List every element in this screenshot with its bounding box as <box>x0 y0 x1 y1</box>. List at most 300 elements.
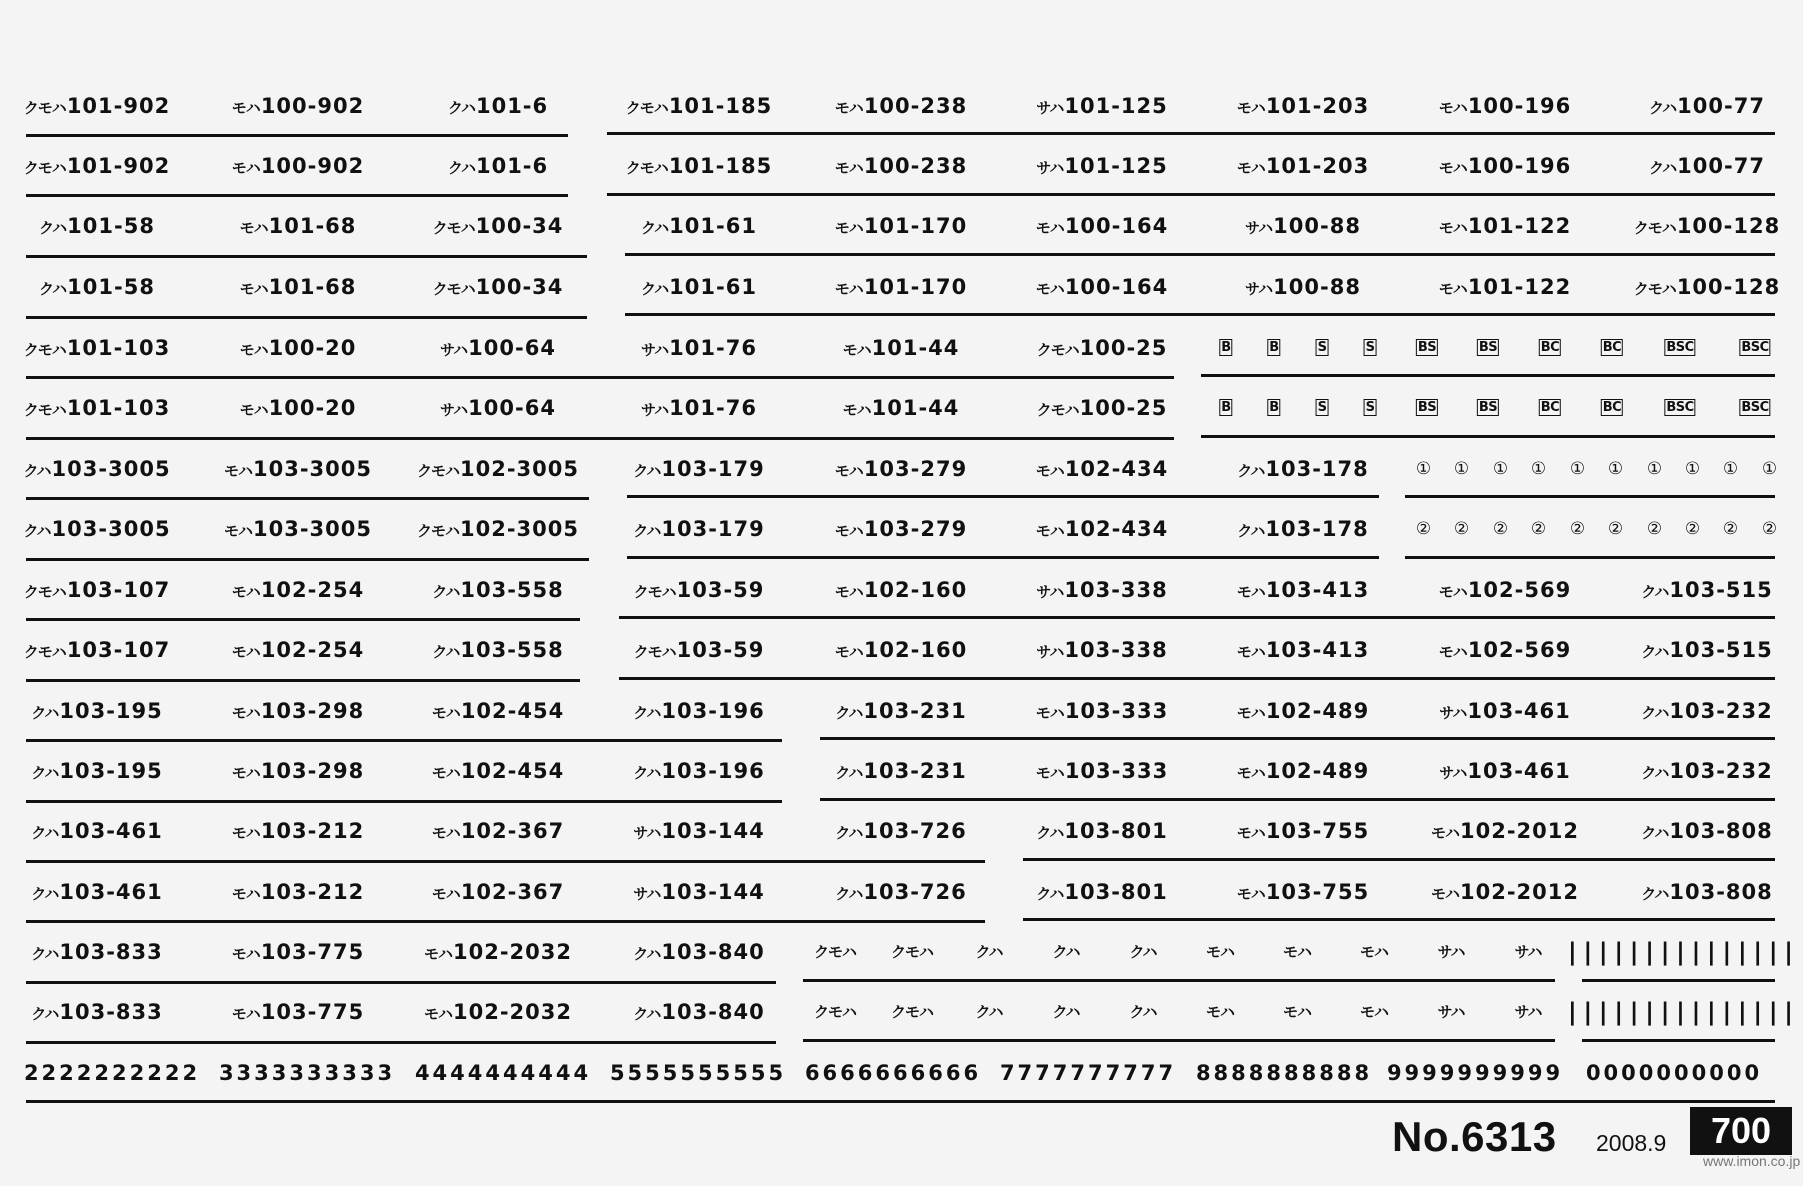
car-type-prefix: クモハ <box>1036 341 1079 359</box>
release-date: 2008.9 <box>1596 1130 1667 1156</box>
car-number-decal <box>633 456 765 484</box>
car-number: 101-902 <box>66 94 171 118</box>
car-number: 103-755 <box>1265 880 1370 904</box>
car-type-mark: モハ <box>1282 1003 1312 1021</box>
stripe-line <box>820 798 1775 801</box>
class-mark-decal: B <box>1269 340 1279 355</box>
car-number-decal <box>1439 577 1571 605</box>
car-number: 101-902 <box>66 154 171 178</box>
circle-one-mark: ① <box>1453 459 1471 479</box>
car-type-prefix: サハ <box>1439 764 1467 782</box>
car-type-prefix: モハ <box>1236 583 1265 601</box>
car-number: 101-58 <box>67 275 155 299</box>
car-type-prefix: クハ <box>633 764 661 782</box>
car-type-prefix: モハ <box>1438 643 1467 661</box>
digit-string-decal: 3333333333 <box>218 1061 396 1085</box>
car-type-prefix: モハ <box>1430 885 1460 903</box>
stripe-line <box>26 1041 776 1044</box>
stripe-line <box>26 679 580 682</box>
car-number: 103-461 <box>59 819 163 843</box>
car-number-decal <box>433 213 564 241</box>
digit-string-decal: 6666666666 <box>804 1061 982 1085</box>
car-number-decal <box>843 335 960 363</box>
car-type-prefix: クハ <box>1649 159 1677 177</box>
car-type-prefix: クモハ <box>23 583 66 601</box>
car-number-decal <box>232 93 364 121</box>
car-type-prefix: クハ <box>1036 824 1064 842</box>
car-type-mark: クモハ <box>890 943 934 961</box>
car-number: 103-212 <box>260 819 365 843</box>
car-type-prefix: モハ <box>842 401 871 419</box>
car-number-decal <box>240 335 357 363</box>
stripe-line <box>1201 374 1775 377</box>
car-number: 103-413 <box>1265 638 1370 662</box>
car-number: 102-254 <box>260 638 365 662</box>
car-type-prefix: サハ <box>1036 643 1064 661</box>
car-type-prefix: モハ <box>1236 99 1265 117</box>
car-type-prefix: クハ <box>1641 885 1669 903</box>
car-number: 101-170 <box>863 214 968 238</box>
car-number-decal <box>1037 395 1168 423</box>
car-number-decal <box>440 395 556 423</box>
car-number: 103-196 <box>661 759 765 783</box>
stripe-line <box>627 556 1379 559</box>
stripe-line <box>619 616 1775 619</box>
car-number: 100-238 <box>863 154 968 178</box>
car-number: 103-775 <box>260 1000 365 1024</box>
car-number-decal <box>432 698 564 726</box>
car-number: 100-164 <box>1064 214 1169 238</box>
car-type-prefix: クモハ <box>23 99 66 117</box>
stripe-line <box>26 981 776 984</box>
car-type-prefix: モハ <box>239 401 268 419</box>
circle-two-mark: ② <box>1453 519 1471 539</box>
car-type-prefix: クハ <box>447 99 475 117</box>
car-type-prefix: モハ <box>231 885 260 903</box>
car-number: 103-333 <box>1064 759 1169 783</box>
circle-two-mark: ② <box>1761 519 1779 539</box>
car-number: 102-2012 <box>1460 880 1580 904</box>
car-number: 102-2032 <box>453 940 573 964</box>
stripe-line <box>625 253 1775 256</box>
circle-two-mark: ② <box>1722 519 1740 539</box>
car-number-decal <box>835 637 967 665</box>
circle-two-mark: ② <box>1607 519 1625 539</box>
car-number: 100-128 <box>1676 275 1781 299</box>
car-type-prefix: モハ <box>231 945 260 963</box>
car-type-prefix: モハ <box>1236 885 1265 903</box>
car-number: 100-20 <box>268 336 357 360</box>
car-number: 103-231 <box>863 699 967 723</box>
car-number: 102-454 <box>460 759 565 783</box>
stripe-line <box>619 677 1775 680</box>
car-number-decal <box>1649 153 1765 181</box>
stripe-line <box>26 497 589 500</box>
car-number: 102-254 <box>260 578 365 602</box>
car-number-decal <box>24 395 170 423</box>
car-type-prefix: サハ <box>1245 280 1273 298</box>
car-number: 101-103 <box>66 336 171 360</box>
car-number-decal <box>1237 758 1369 786</box>
car-number: 103-195 <box>59 759 163 783</box>
car-number: 100-164 <box>1064 275 1169 299</box>
car-type-mark: モハ <box>1282 943 1312 961</box>
digit-string-decal: 0000000000 <box>1585 1061 1763 1085</box>
stripe-line <box>26 437 1174 440</box>
car-number-decal <box>1439 758 1571 786</box>
car-number: 103-808 <box>1669 819 1773 843</box>
car-number-decal <box>626 153 772 181</box>
car-number: 101-61 <box>669 214 757 238</box>
car-number: 103-515 <box>1669 578 1773 602</box>
car-type-prefix: クハ <box>31 704 59 722</box>
car-type-prefix: クハ <box>633 522 661 540</box>
car-number-decal <box>31 818 163 846</box>
stripe-line <box>607 132 1775 135</box>
car-type-prefix: クハ <box>1036 885 1064 903</box>
car-type-prefix: モハ <box>223 522 253 540</box>
car-number: 103-107 <box>66 578 171 602</box>
car-number: 101-170 <box>863 275 968 299</box>
car-number: 100-64 <box>468 396 556 420</box>
car-type-prefix: クモハ <box>432 219 475 237</box>
car-number: 102-454 <box>460 699 565 723</box>
stripe-line <box>820 737 1775 740</box>
car-number: 103-461 <box>1467 759 1571 783</box>
car-number-decal <box>24 335 170 363</box>
car-type-prefix: モハ <box>1236 764 1265 782</box>
car-type-prefix: モハ <box>239 219 268 237</box>
car-number-decal <box>1036 516 1168 544</box>
car-type-prefix: サハ <box>641 341 669 359</box>
car-number-decal <box>31 939 163 967</box>
car-number: 103-515 <box>1669 638 1773 662</box>
car-type-prefix: クハ <box>1641 643 1669 661</box>
car-number: 101-6 <box>475 94 549 118</box>
car-number: 100-88 <box>1273 214 1361 238</box>
stripe-line <box>26 134 568 137</box>
car-number-decal <box>1237 577 1369 605</box>
car-number: 103-3005 <box>51 457 171 481</box>
car-type-prefix: モハ <box>1035 522 1064 540</box>
car-number-decal <box>835 153 967 181</box>
stripe-line <box>26 558 589 561</box>
car-type-prefix: クモハ <box>1036 401 1079 419</box>
car-number-decal <box>641 274 757 302</box>
car-type-prefix: モハ <box>1438 159 1467 177</box>
car-number-decal <box>433 274 564 302</box>
car-number-decal <box>1634 213 1780 241</box>
car-number: 100-88 <box>1273 275 1361 299</box>
car-number: 102-2012 <box>1460 819 1580 843</box>
car-number: 103-279 <box>863 457 968 481</box>
car-number-decal <box>417 456 579 484</box>
car-number: 103-338 <box>1064 578 1168 602</box>
car-number: 101-203 <box>1265 94 1370 118</box>
car-number-decal <box>1237 818 1369 846</box>
stripe-line <box>26 920 985 923</box>
car-number-decal <box>1634 274 1780 302</box>
car-type-mark: サハ <box>1514 943 1542 961</box>
car-number-decal <box>1439 93 1571 121</box>
car-number: 103-801 <box>1064 880 1168 904</box>
car-number-decal <box>835 818 967 846</box>
car-number-decal <box>633 818 765 846</box>
car-number-decal <box>232 698 364 726</box>
car-number: 103-461 <box>59 880 163 904</box>
car-type-prefix: モハ <box>231 824 260 842</box>
car-type-prefix: モハ <box>239 280 268 298</box>
car-type-mark: モハ <box>1359 1003 1389 1021</box>
car-number-decal <box>641 395 757 423</box>
car-number-decal <box>835 274 967 302</box>
digit-string-decal: 5555555555 <box>609 1061 787 1085</box>
product-number: No.6313 <box>1392 1113 1557 1160</box>
circle-two-mark: ② <box>1415 519 1433 539</box>
car-number: 101-76 <box>669 336 757 360</box>
car-type-prefix: クハ <box>633 1005 661 1023</box>
car-number-decal <box>634 637 765 665</box>
car-number: 103-833 <box>59 940 163 964</box>
car-type-prefix: モハ <box>231 583 260 601</box>
digit-string-decal: 9999999999 <box>1386 1061 1564 1085</box>
car-type-prefix: サハ <box>633 824 661 842</box>
car-number-decal <box>39 274 155 302</box>
car-number: 103-726 <box>863 819 967 843</box>
car-type-prefix: クモハ <box>416 462 460 480</box>
car-type-prefix: クハ <box>641 280 669 298</box>
car-number: 103-231 <box>863 759 967 783</box>
circle-two-mark: ② <box>1530 519 1548 539</box>
car-number-decal <box>1036 274 1168 302</box>
car-number-decal <box>1641 879 1773 907</box>
car-number: 101-58 <box>67 214 155 238</box>
car-number-decal <box>1237 637 1369 665</box>
car-type-prefix: サハ <box>440 401 468 419</box>
circle-one-mark: ① <box>1761 459 1779 479</box>
circle-two-mark: ② <box>1492 519 1510 539</box>
car-number: 103-3005 <box>253 517 373 541</box>
car-number: 103-801 <box>1064 819 1168 843</box>
car-number: 100-902 <box>260 154 365 178</box>
car-type-prefix: モハ <box>842 341 871 359</box>
car-number: 100-34 <box>475 275 564 299</box>
class-mark-decal: B <box>1221 400 1231 415</box>
car-number: 103-726 <box>863 880 967 904</box>
class-mark-decal: BS <box>1417 400 1437 415</box>
car-number-decal <box>1641 758 1773 786</box>
car-number: 102-160 <box>863 638 968 662</box>
car-number-decal <box>835 93 967 121</box>
car-number: 101-122 <box>1467 275 1572 299</box>
stripe-line <box>1405 495 1775 498</box>
car-number-decal <box>633 698 765 726</box>
car-type-prefix: モハ <box>1236 643 1265 661</box>
car-number: 103-59 <box>676 638 765 662</box>
class-mark-decal: BS <box>1478 340 1498 355</box>
stripe-line <box>26 255 587 258</box>
car-type-prefix: クハ <box>641 219 669 237</box>
stripe-line <box>26 376 1174 379</box>
car-type-prefix: モハ <box>834 159 863 177</box>
car-type-prefix: クモハ <box>633 583 676 601</box>
stripe-line <box>1201 435 1775 438</box>
car-type-prefix: クモハ <box>23 643 66 661</box>
car-type-prefix: クハ <box>1641 583 1669 601</box>
car-type-prefix: モハ <box>1035 462 1064 480</box>
car-type-prefix: モハ <box>1035 280 1064 298</box>
car-number: 100-902 <box>260 94 365 118</box>
car-type-prefix: サハ <box>1245 219 1273 237</box>
car-type-prefix: クハ <box>1649 99 1677 117</box>
bar-mark-strip: ||||||||||||||| <box>1565 938 1797 966</box>
car-number-decal <box>1036 758 1168 786</box>
car-type-prefix: クハ <box>23 462 51 480</box>
digit-string-decal: 8888888888 <box>1195 1061 1373 1085</box>
car-number: 101-122 <box>1467 214 1572 238</box>
car-type-prefix: モハ <box>231 704 260 722</box>
car-number-decal <box>634 577 765 605</box>
car-type-prefix: サハ <box>1036 99 1064 117</box>
car-number: 103-298 <box>260 699 365 723</box>
stripe-line <box>26 316 587 319</box>
car-type-prefix: モハ <box>834 583 863 601</box>
digit-string-decal: 7777777777 <box>999 1061 1177 1085</box>
car-number: 103-338 <box>1064 638 1168 662</box>
class-mark-decal: S <box>1365 340 1375 355</box>
stripe-line <box>26 860 985 863</box>
circle-two-mark: ② <box>1569 519 1587 539</box>
car-type-mark: サハ <box>1437 943 1465 961</box>
class-mark-decal: BS <box>1478 400 1498 415</box>
car-type-prefix: モハ <box>231 99 260 117</box>
class-mark-decal: BC <box>1602 340 1622 355</box>
car-number-decal <box>31 758 163 786</box>
car-number-decal <box>232 637 364 665</box>
car-type-prefix: クハ <box>31 885 59 903</box>
car-number-decal <box>240 213 357 241</box>
car-type-prefix: モハ <box>423 1005 453 1023</box>
car-type-prefix: モハ <box>1438 280 1467 298</box>
stripe-line <box>627 495 1379 498</box>
car-type-prefix: クハ <box>31 824 59 842</box>
car-number-decal <box>1439 274 1571 302</box>
car-type-mark: クハ <box>975 1003 1003 1021</box>
car-number-decal <box>1439 153 1571 181</box>
car-number-decal <box>232 818 364 846</box>
car-type-prefix: サハ <box>440 341 468 359</box>
car-number: 103-461 <box>1467 699 1571 723</box>
car-type-prefix: モハ <box>431 764 460 782</box>
car-type-prefix: クハ <box>1237 522 1265 540</box>
car-number-decal <box>31 879 163 907</box>
car-number-decal <box>633 999 765 1027</box>
car-number-decal <box>835 516 967 544</box>
class-mark-decal: BC <box>1540 400 1560 415</box>
car-number: 103-333 <box>1064 699 1169 723</box>
car-number-decal <box>224 456 372 484</box>
car-number-decal <box>1641 577 1773 605</box>
car-number-decal <box>626 93 772 121</box>
car-number-decal <box>1237 698 1369 726</box>
circle-one-mark: ① <box>1569 459 1587 479</box>
car-type-prefix: クハ <box>633 945 661 963</box>
car-number-decal <box>633 516 765 544</box>
car-number-decal <box>1036 818 1168 846</box>
car-type-prefix: サハ <box>641 401 669 419</box>
class-mark-decal: BSC <box>1666 400 1694 415</box>
car-number-decal <box>224 516 372 544</box>
class-mark-decal: BSC <box>1666 340 1694 355</box>
car-number-decal <box>1641 637 1773 665</box>
car-type-prefix: クモハ <box>23 401 66 419</box>
circle-one-mark: ① <box>1684 459 1702 479</box>
car-number-decal <box>835 879 967 907</box>
car-number-decal <box>432 818 564 846</box>
car-number: 103-232 <box>1669 759 1773 783</box>
car-number-decal <box>432 577 564 605</box>
car-number-decal <box>1431 879 1579 907</box>
car-type-mark: クハ <box>1129 1003 1157 1021</box>
car-number-decal <box>1649 93 1765 121</box>
car-number: 102-489 <box>1265 759 1370 783</box>
circle-one-mark: ① <box>1492 459 1510 479</box>
stripe-line <box>1405 556 1775 559</box>
digit-string-decal: 2222222222 <box>23 1061 201 1085</box>
car-number: 102-489 <box>1265 699 1370 723</box>
circle-two-mark: ② <box>1646 519 1664 539</box>
car-number-decal <box>417 516 579 544</box>
car-number: 103-279 <box>863 517 968 541</box>
car-number: 102-434 <box>1064 517 1169 541</box>
car-number-decal <box>1237 879 1369 907</box>
car-type-prefix: モハ <box>431 885 460 903</box>
car-type-prefix: クハ <box>432 583 460 601</box>
car-number: 101-125 <box>1064 154 1168 178</box>
car-type-prefix: クハ <box>1641 824 1669 842</box>
car-number-decal <box>1439 698 1571 726</box>
car-type-prefix: モハ <box>1430 824 1460 842</box>
car-number-decal <box>1036 577 1168 605</box>
car-type-prefix: モハ <box>431 704 460 722</box>
car-type-prefix: クモハ <box>1633 280 1676 298</box>
car-type-prefix: クハ <box>1641 764 1669 782</box>
car-type-prefix: クハ <box>1237 462 1265 480</box>
car-number: 103-775 <box>260 940 365 964</box>
car-number: 103-107 <box>66 638 171 662</box>
class-mark-decal: S <box>1317 400 1327 415</box>
car-number-decal <box>240 274 357 302</box>
car-number: 103-59 <box>676 578 765 602</box>
car-number: 100-25 <box>1079 396 1168 420</box>
car-number: 103-833 <box>59 1000 163 1024</box>
car-number-decal <box>1037 335 1168 363</box>
car-type-prefix: モハ <box>423 945 453 963</box>
class-mark-decal: S <box>1365 400 1375 415</box>
stripe-line <box>26 618 580 621</box>
car-number-decal <box>1641 818 1773 846</box>
car-number-decal <box>1237 153 1369 181</box>
stripe-line <box>1023 918 1775 921</box>
car-number: 102-3005 <box>460 517 580 541</box>
car-number-decal <box>424 939 572 967</box>
car-number: 100-238 <box>863 94 968 118</box>
car-type-prefix: モハ <box>1035 704 1064 722</box>
stripe-line <box>26 194 568 197</box>
car-number-decal <box>1036 153 1168 181</box>
car-type-prefix: クハ <box>23 522 51 540</box>
car-type-prefix: モハ <box>231 643 260 661</box>
